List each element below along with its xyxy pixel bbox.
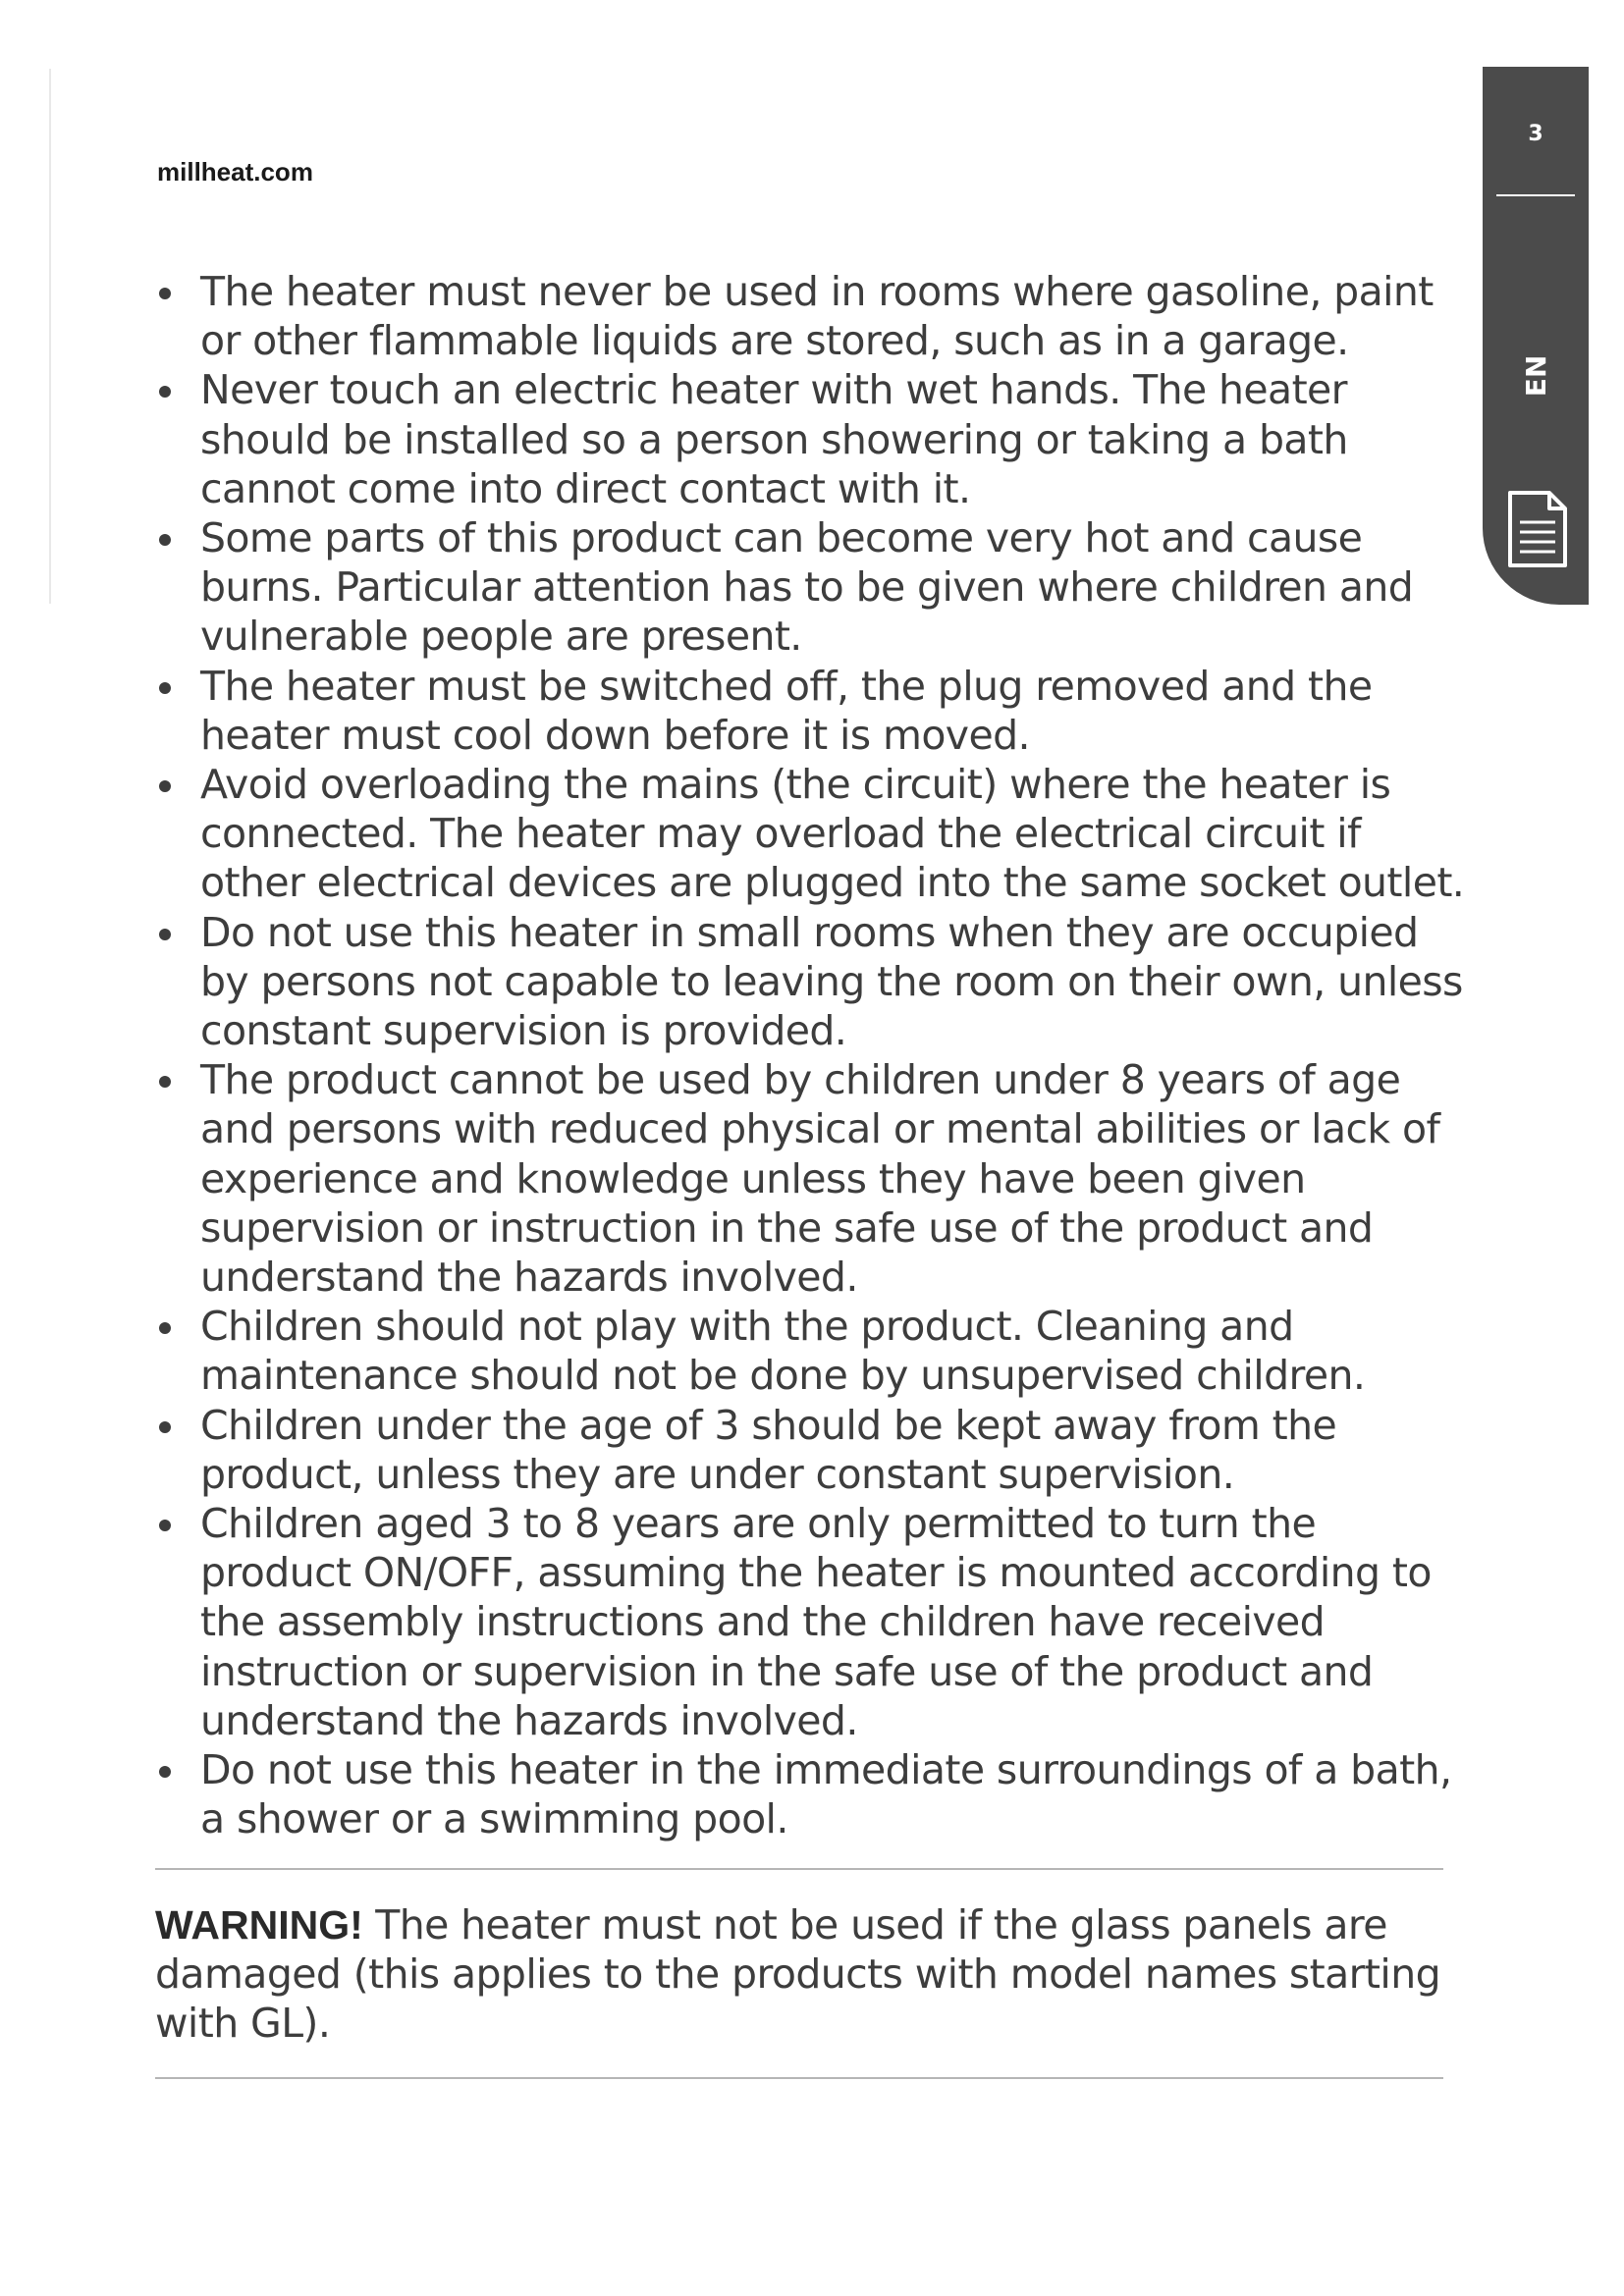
list-item bbox=[155, 1745, 1471, 1843]
list-item bbox=[155, 1499, 1471, 1745]
page-number: 3 bbox=[1528, 122, 1543, 146]
safety-list bbox=[155, 267, 1471, 1844]
list-item bbox=[155, 760, 1471, 908]
bullet-icon bbox=[159, 682, 171, 694]
list-item-text: Children aged 3 to 8 years are only permitted to turn the product ON/OFF, assuming the heater is mounted according to the assembly instructions and the children have received instruction or supervision in the safe use of the product and understand the hazards involved. bbox=[200, 1500, 1432, 1744]
list-item-text: Children under the age of 3 should be kept away from the product, unless they are under constant supervision. bbox=[200, 1401, 1337, 1498]
divider-bottom bbox=[155, 2077, 1443, 2079]
warning-notice bbox=[155, 1900, 1471, 2048]
bullet-icon bbox=[159, 929, 171, 940]
bullet-icon bbox=[159, 1322, 171, 1334]
bullet-icon bbox=[159, 534, 171, 546]
list-item-text: The heater must be switched off, the plug removed and the heater must cool down before it is moved. bbox=[200, 662, 1373, 759]
bullet-icon bbox=[159, 288, 171, 299]
list-item-text: Do not use this heater in small rooms when they are occupied by persons not capable to leaving the room on their own, unless constant supervision is provided. bbox=[200, 908, 1463, 1055]
language-label: EN bbox=[1519, 354, 1552, 398]
warning-label: WARNING! bbox=[155, 1902, 363, 1948]
list-item bbox=[155, 365, 1471, 513]
list-item bbox=[155, 662, 1471, 760]
list-item-text: Do not use this heater in the immediate surroundings of a bath, a shower or a swimming pool. bbox=[200, 1746, 1452, 1843]
document-icon bbox=[1506, 489, 1569, 569]
bullet-icon bbox=[159, 1076, 171, 1088]
list-item-text: Some parts of this product can become very hot and cause burns. Particular attention has to be given where children and vulnerable people are present. bbox=[200, 514, 1414, 661]
bullet-icon bbox=[159, 386, 171, 398]
divider-top bbox=[155, 1868, 1443, 1870]
list-item bbox=[155, 513, 1471, 662]
safety-content bbox=[155, 267, 1471, 1844]
list-item bbox=[155, 1302, 1471, 1400]
list-item bbox=[155, 1401, 1471, 1499]
side-tab bbox=[1483, 67, 1589, 605]
page-margin-line bbox=[49, 69, 51, 604]
list-item-text: Children should not play with the product. Cleaning and maintenance should not be done by unsupervised children. bbox=[200, 1303, 1366, 1400]
list-item-text: The heater must never be used in rooms where gasoline, paint or other flammable liquids are stored, such as in a garage. bbox=[200, 268, 1434, 365]
list-item bbox=[155, 1055, 1471, 1302]
list-item-text: The product cannot be used by children under 8 years of age and persons with reduced physical or mental abilities or lack of experience and knowledge unless they have been given supervision or instruction in the safe use of the product and understand the hazards involved. bbox=[200, 1056, 1440, 1302]
bullet-icon bbox=[159, 1421, 171, 1433]
bullet-icon bbox=[159, 780, 171, 792]
list-item bbox=[155, 267, 1471, 365]
warning-text: The heater must not be used if the glass panels are damaged (this applies to the products with model names starting with GL). bbox=[155, 1901, 1441, 2047]
list-item bbox=[155, 908, 1471, 1056]
bullet-icon bbox=[159, 1766, 171, 1778]
bullet-icon bbox=[159, 1520, 171, 1531]
list-item-text: Avoid overloading the mains (the circuit) where the heater is connected. The heater may overload the electrical circuit if other electrical devices are plugged into the same socket outlet. bbox=[200, 761, 1465, 907]
tab-divider bbox=[1496, 194, 1575, 196]
list-item-text: Never touch an electric heater with wet hands. The heater should be installed so a person showering or taking a bath cannot come into direct contact with it. bbox=[200, 366, 1348, 512]
site-url: millheat.com bbox=[157, 157, 313, 187]
